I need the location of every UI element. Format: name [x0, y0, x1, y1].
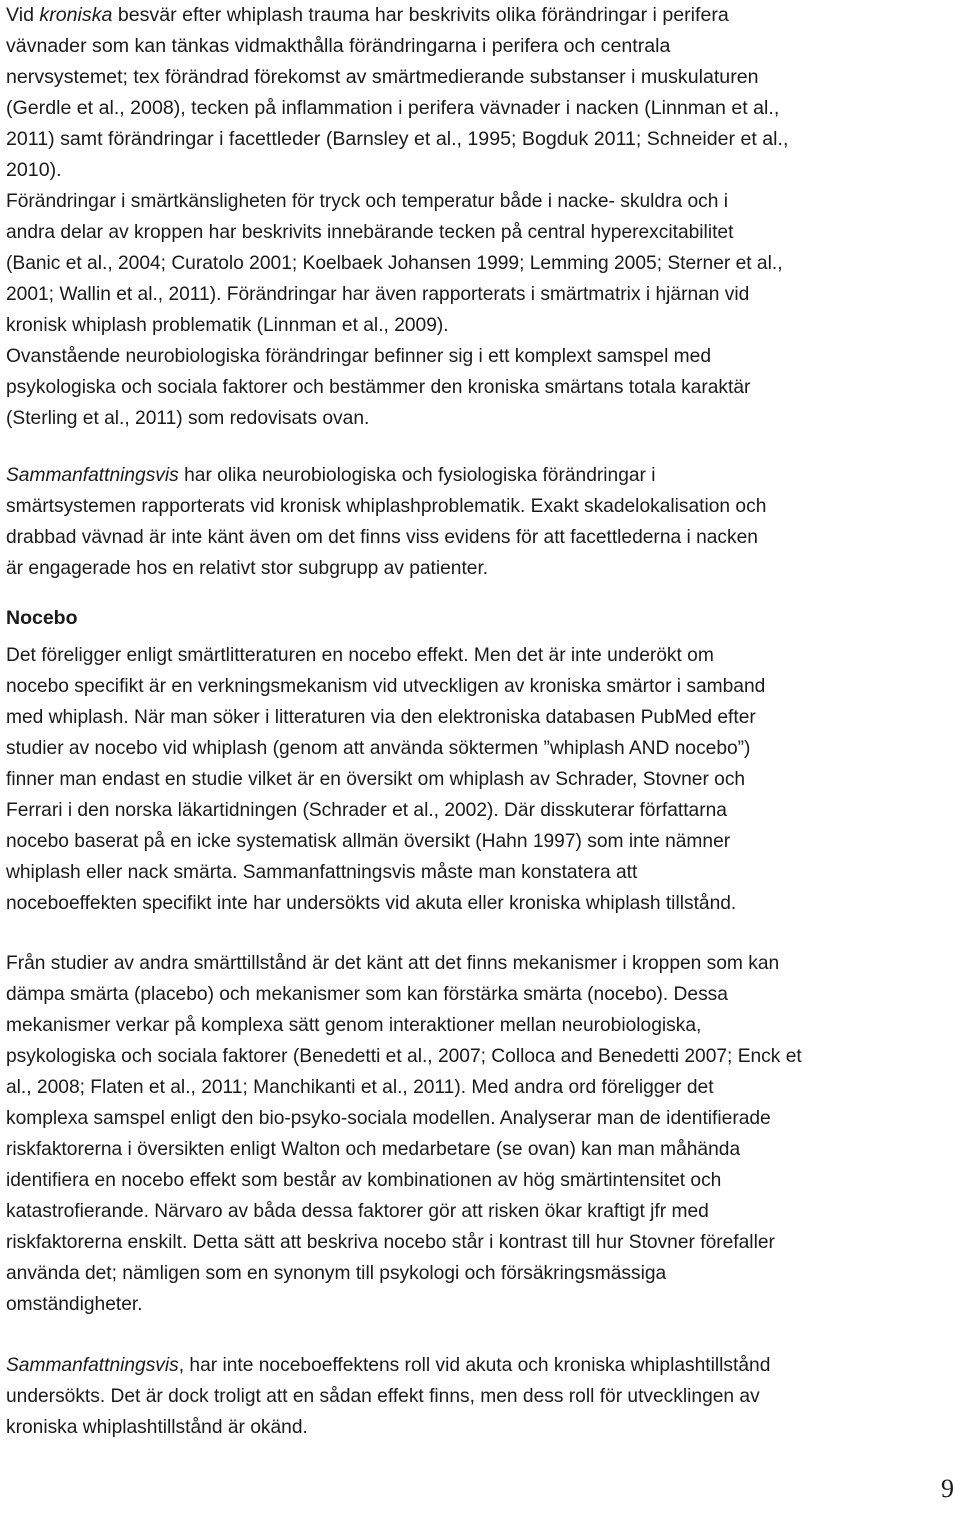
text-line: Från studier av andra smärttillstånd är det känt att det finns mekanismer i kroppen som kan: [6, 953, 780, 974]
paragraph-nocebo-literature: [6, 640, 958, 919]
text-line: finner man endast en studie vilket är en översikt om whiplash av Schrader, Stovner och: [6, 769, 746, 790]
text-line: studier av nocebo vid whiplash (genom att använda söktermen ”whiplash AND nocebo”): [6, 738, 751, 759]
text-line: Sammanfattningsvis har olika neurobiologiska och fysiologiska förändringar i: [6, 465, 656, 486]
text-line: Sammanfattningsvis, har inte noceboeffektens roll vid akuta och kroniska whiplashtillstånd: [6, 1355, 771, 1376]
text-line: nocebo baserat på en icke systematisk allmän översikt (Hahn 1997) som inte nämner: [6, 831, 731, 852]
text-line: mekanismer verkar på komplexa sätt genom interaktioner mellan neurobiologiska,: [6, 1015, 702, 1036]
text-line: (Gerdle et al., 2008), tecken på inflammation i perifera vävnader i nacken (Linnman et al.,: [6, 97, 780, 119]
text-line: identifiera en nocebo effekt som består av kombinationen av hög smärtintensitet och: [6, 1170, 722, 1191]
text-line: undersökts. Det är dock troligt att en sådan effekt finns, men dess roll för utvecklingen av: [6, 1386, 760, 1407]
text-line: Det föreligger enligt smärtlitteraturen en nocebo effekt. Men det är inte underökt om: [6, 645, 714, 666]
text-line: al., 2008; Flaten et al., 2011; Manchikanti et al., 2011). Med andra ord föreligger det: [6, 1077, 714, 1098]
paragraph-sensitivity-changes: [6, 186, 958, 434]
text-line: andra delar av kroppen har beskrivits innebärande tecken på central hyperexcitabilitet: [6, 222, 734, 243]
text-line: Ferrari i den norska läkartidningen (Schrader et al., 2002). Där disskuterar författarna: [6, 800, 727, 821]
text-line: Förändringar i smärtkänsligheten för tryck och temperatur både i nacke- skuldra och i: [6, 191, 728, 212]
text-line: 2011) samt förändringar i facettleder (Barnsley et al., 1995; Bogduk 2011; Schneider et al.,: [6, 128, 789, 150]
paragraph-peripheral-changes: [6, 0, 958, 186]
text-line: noceboeffekten specifikt inte har undersökts vid akuta eller kroniska whiplash tillstånd.: [6, 893, 737, 914]
text-line: riskfaktorerna enskilt. Detta sätt att beskriva nocebo står i kontrast till hur Stovner förefaller: [6, 1232, 775, 1253]
text-line: smärtsystemen rapporterats vid kronisk whiplashproblematik. Exakt skadelokalisation och: [6, 496, 767, 517]
text-line: nervsystemet; tex förändrad förekomst av smärtmedierande substanser i muskulaturen: [6, 66, 759, 88]
text-line: drabbad vävnad är inte känt även om det finns viss evidens för att facettlederna i nacken: [6, 527, 758, 548]
text-line: riskfaktorerna i översikten enligt Walton och medarbetare (se ovan) kan man måhända: [6, 1139, 741, 1160]
text-line: 2001; Wallin et al., 2011). Förändringar har även rapporterats i smärtmatrix i hjärnan vid: [6, 284, 750, 305]
text-line: nocebo specifikt är en verkningsmekanism vid utveckligen av kroniska smärtor i samband: [6, 676, 766, 697]
text-line: psykologiska och sociala faktorer och bestämmer den kroniska smärtans totala karaktär: [6, 377, 751, 398]
paragraph-summary-neurobiology: [6, 460, 958, 584]
section-heading-nocebo: Nocebo: [6, 607, 78, 629]
text-line: (Sterling et al., 2011) som redovisats ovan.: [6, 408, 370, 429]
text-line: är engagerade hos en relativt stor subgrupp av patienter.: [6, 558, 489, 579]
text-line: använda det; nämligen som en synonym till psykologi och försäkringsmässiga: [6, 1263, 667, 1284]
text-line: 2010).: [6, 159, 62, 181]
page-number: 9: [941, 1474, 954, 1503]
text-line: vävnader som kan tänkas vidmakthålla förändringarna i perifera och centrala: [6, 35, 671, 57]
text-line: katastrofierande. Närvaro av båda dessa faktorer gör att risken ökar kraftigt jfr med: [6, 1201, 709, 1222]
text-line: kroniska whiplashtillstånd är okänd.: [6, 1417, 308, 1438]
text-line: whiplash eller nack smärta. Sammanfattningsvis måste man konstatera att: [6, 862, 638, 883]
text-line: med whiplash. När man söker i litteraturen via den elektroniska databasen PubMed efter: [6, 707, 756, 728]
paragraph-placebo-nocebo-mechanisms: [6, 948, 958, 1320]
text-line: psykologiska och sociala faktorer (Benedetti et al., 2007; Colloca and Benedetti 2007; Enck et: [6, 1046, 802, 1067]
text-line: (Banic et al., 2004; Curatolo 2001; Koelbaek Johansen 1999; Lemming 2005; Sterner et al.,: [6, 253, 783, 274]
text-line: Ovanstående neurobiologiska förändringar befinner sig i ett komplext samspel med: [6, 346, 712, 367]
text-line: Vid kroniska besvär efter whiplash trauma har beskrivits olika förändringar i perifera: [6, 4, 729, 26]
text-line: komplexa samspel enligt den bio-psyko-sociala modellen. Analyserar man de identifierade: [6, 1108, 771, 1129]
paragraph-summary-nocebo: [6, 1350, 958, 1443]
text-line: dämpa smärta (placebo) och mekanismer som kan förstärka smärta (nocebo). Dessa: [6, 984, 728, 1005]
text-line: kronisk whiplash problematik (Linnman et al., 2009).: [6, 315, 449, 336]
text-line: omständigheter.: [6, 1294, 143, 1315]
